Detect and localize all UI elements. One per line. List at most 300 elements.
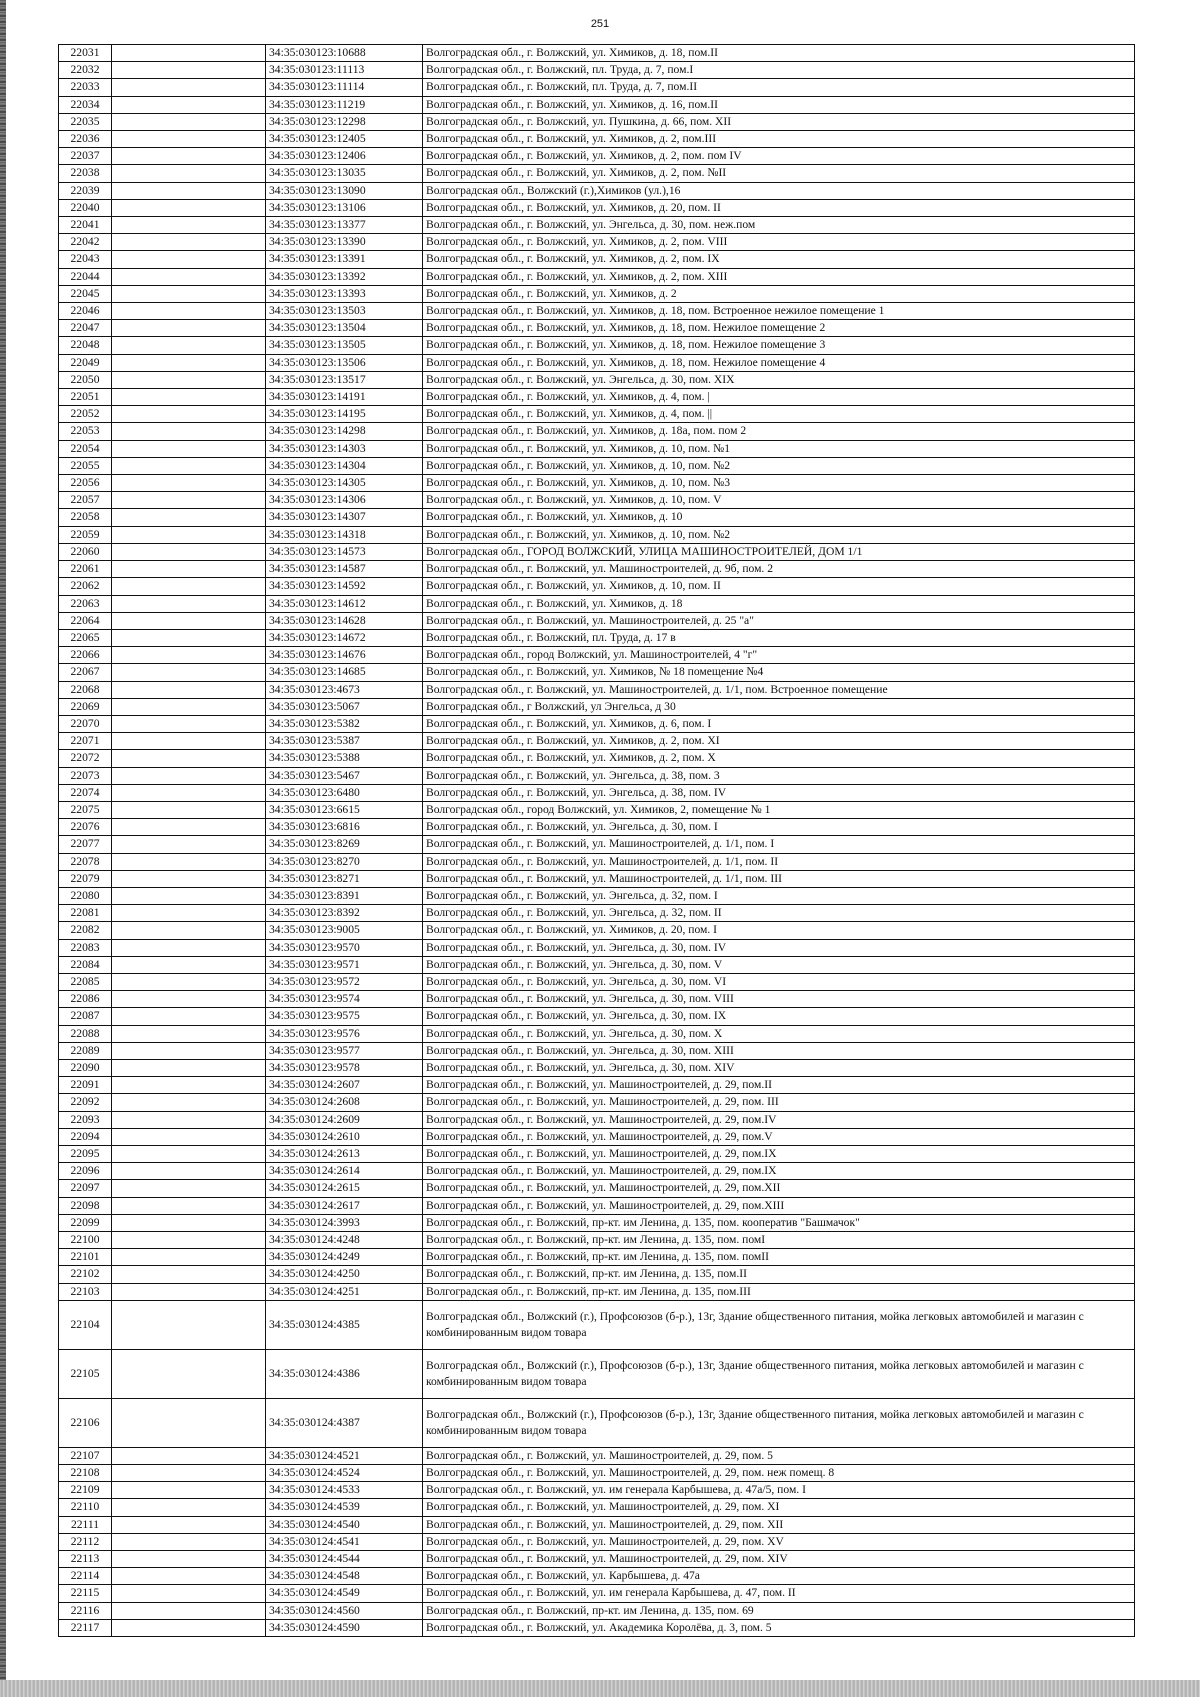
row-number-cell: 22068: [59, 681, 112, 698]
cadastral-number-cell: 34:35:030124:4540: [266, 1516, 423, 1533]
table-row: [59, 836, 1135, 853]
cadastral-number-cell: 34:35:030123:14592: [266, 578, 423, 595]
table-row: [59, 801, 1135, 818]
empty-cell: [112, 285, 266, 302]
cadastral-number-cell: 34:35:030123:11113: [266, 62, 423, 79]
cadastral-number-cell: 34:35:030123:5382: [266, 715, 423, 732]
row-number-cell: 22086: [59, 991, 112, 1008]
cadastral-number-cell: 34:35:030123:14306: [266, 492, 423, 509]
cadastral-number-cell: 34:35:030123:12406: [266, 148, 423, 165]
empty-cell: [112, 612, 266, 629]
address-cell: Волгоградская обл., г. Волжский, ул. Химиков, д. 4, пом. ||: [423, 406, 1135, 423]
row-number-cell: 22113: [59, 1551, 112, 1568]
table-row: [59, 1283, 1135, 1300]
row-number-cell: 22072: [59, 750, 112, 767]
table-row: [59, 457, 1135, 474]
table-row: [59, 113, 1135, 130]
cadastral-number-cell: 34:35:030124:4251: [266, 1283, 423, 1300]
table-row: [59, 647, 1135, 664]
registry-table: [58, 44, 1135, 1637]
address-cell: Волгоградская обл., г. Волжский, ул. Машиностроителей, д. 29, пом. XIV: [423, 1551, 1135, 1568]
scan-edge-left: [0, 0, 6, 1697]
address-cell: Волгоградская обл., г. Волжский, ул. Энгельса, д. 38, пом. IV: [423, 784, 1135, 801]
row-number-cell: 22038: [59, 165, 112, 182]
empty-cell: [112, 457, 266, 474]
empty-cell: [112, 371, 266, 388]
row-number-cell: 22106: [59, 1398, 112, 1447]
empty-cell: [112, 681, 266, 698]
cadastral-number-cell: 34:35:030123:14307: [266, 509, 423, 526]
cadastral-number-cell: 34:35:030123:14304: [266, 457, 423, 474]
empty-cell: [112, 475, 266, 492]
cadastral-number-cell: 34:35:030124:4544: [266, 1551, 423, 1568]
empty-cell: [112, 1025, 266, 1042]
address-cell: Волгоградская обл., г. Волжский, ул. Машиностроителей, д. 29, пом. неж помещ. 8: [423, 1465, 1135, 1482]
cadastral-number-cell: 34:35:030124:2615: [266, 1180, 423, 1197]
row-number-cell: 22110: [59, 1499, 112, 1516]
address-cell: Волгоградская обл., г. Волжский, ул. Машиностроителей, д. 29, пом. XI: [423, 1499, 1135, 1516]
table-row: [59, 1163, 1135, 1180]
cadastral-number-cell: 34:35:030124:2610: [266, 1128, 423, 1145]
empty-cell: [112, 1197, 266, 1214]
row-number-cell: 22093: [59, 1111, 112, 1128]
cadastral-number-cell: 34:35:030123:8392: [266, 905, 423, 922]
address-cell: Волгоградская обл., г. Волжский, ул. Энгельса, д. 38, пом. 3: [423, 767, 1135, 784]
address-cell: Волгоградская обл., г. Волжский, ул. Химиков, д. 18, пом. Встроенное нежилое помещение 1: [423, 303, 1135, 320]
cadastral-number-cell: 34:35:030123:11219: [266, 96, 423, 113]
registry-table-body: [59, 45, 1135, 1637]
table-row: [59, 1551, 1135, 1568]
cadastral-number-cell: 34:35:030124:3993: [266, 1214, 423, 1231]
cadastral-number-cell: 34:35:030123:13505: [266, 337, 423, 354]
row-number-cell: 22109: [59, 1482, 112, 1499]
row-number-cell: 22108: [59, 1465, 112, 1482]
address-cell: Волгоградская обл., г. Волжский, ул. Химиков, д. 2, пом. XI: [423, 733, 1135, 750]
table-row: [59, 251, 1135, 268]
table-row: [59, 406, 1135, 423]
address-cell: Волгоградская обл., г. Волжский, ул. Академика Королёва, д. 3, пом. 5: [423, 1619, 1135, 1636]
empty-cell: [112, 1349, 266, 1398]
empty-cell: [112, 251, 266, 268]
cadastral-number-cell: 34:35:030123:14672: [266, 629, 423, 646]
cadastral-number-cell: 34:35:030123:13106: [266, 199, 423, 216]
address-cell: Волгоградская обл., г. Волжский, ул. Химиков, д. 2, пом. X: [423, 750, 1135, 767]
table-row: [59, 526, 1135, 543]
table-row: [59, 1146, 1135, 1163]
address-cell: Волгоградская обл., г. Волжский, ул. Химиков, д. 10, пом. II: [423, 578, 1135, 595]
empty-cell: [112, 337, 266, 354]
cadastral-number-cell: 34:35:030123:14587: [266, 561, 423, 578]
cadastral-number-cell: 34:35:030124:4249: [266, 1249, 423, 1266]
empty-cell: [112, 1283, 266, 1300]
table-row: [59, 62, 1135, 79]
table-row: [59, 715, 1135, 732]
empty-cell: [112, 1180, 266, 1197]
empty-cell: [112, 509, 266, 526]
address-cell: Волгоградская обл., г. Волжский, пр-кт. им Ленина, д. 135, пом.II: [423, 1266, 1135, 1283]
empty-cell: [112, 1482, 266, 1499]
table-row: [59, 905, 1135, 922]
address-cell: Волгоградская обл., г. Волжский, ул. Энгельса, д. 30, пом. неж.пом: [423, 217, 1135, 234]
address-cell: Волгоградская обл., г. Волжский, ул. Энгельса, д. 30, пом. XIV: [423, 1059, 1135, 1076]
empty-cell: [112, 1602, 266, 1619]
row-number-cell: 22043: [59, 251, 112, 268]
empty-cell: [112, 750, 266, 767]
row-number-cell: 22053: [59, 423, 112, 440]
row-number-cell: 22088: [59, 1025, 112, 1042]
row-number-cell: 22099: [59, 1214, 112, 1231]
cadastral-number-cell: 34:35:030123:13090: [266, 182, 423, 199]
cadastral-number-cell: 34:35:030123:5467: [266, 767, 423, 784]
table-row: [59, 561, 1135, 578]
empty-cell: [112, 45, 266, 62]
empty-cell: [112, 406, 266, 423]
empty-cell: [112, 423, 266, 440]
row-number-cell: 22067: [59, 664, 112, 681]
empty-cell: [112, 165, 266, 182]
address-cell: Волгоградская обл., г. Волжский, ул. Химиков, д. 2, пом. IX: [423, 251, 1135, 268]
row-number-cell: 22065: [59, 629, 112, 646]
row-number-cell: 22058: [59, 509, 112, 526]
table-row: [59, 698, 1135, 715]
empty-cell: [112, 217, 266, 234]
row-number-cell: 22098: [59, 1197, 112, 1214]
table-row: [59, 1300, 1135, 1349]
cadastral-number-cell: 34:35:030123:9577: [266, 1042, 423, 1059]
address-cell: Волгоградская обл., г. Волжский, ул. Машиностроителей, д. 29, пом.V: [423, 1128, 1135, 1145]
table-row: [59, 320, 1135, 337]
table-row: [59, 337, 1135, 354]
empty-cell: [112, 973, 266, 990]
address-cell: Волгоградская обл., г. Волжский, ул. Энгельса, д. 30, пом. XIX: [423, 371, 1135, 388]
cadastral-number-cell: 34:35:030123:14305: [266, 475, 423, 492]
row-number-cell: 22031: [59, 45, 112, 62]
address-cell: Волгоградская обл., г. Волжский, ул. Химиков, д. 10, пом. №3: [423, 475, 1135, 492]
row-number-cell: 22111: [59, 1516, 112, 1533]
cadastral-number-cell: 34:35:030123:13517: [266, 371, 423, 388]
address-cell: Волгоградская обл., Волжский (г.), Профсоюзов (б-р.), 13г, Здание общественного питания, мойка легковых автомобилей и магазин с комбинированным видом товара: [423, 1300, 1135, 1349]
row-number-cell: 22049: [59, 354, 112, 371]
empty-cell: [112, 595, 266, 612]
table-row: [59, 1232, 1135, 1249]
empty-cell: [112, 1499, 266, 1516]
row-number-cell: 22104: [59, 1300, 112, 1349]
cadastral-number-cell: 34:35:030123:8271: [266, 870, 423, 887]
cadastral-number-cell: 34:35:030124:4539: [266, 1499, 423, 1516]
row-number-cell: 22060: [59, 543, 112, 560]
empty-cell: [112, 543, 266, 560]
address-cell: Волгоградская обл., г. Волжский, ул. Химиков, № 18 помещение №4: [423, 664, 1135, 681]
cadastral-number-cell: 34:35:030124:2613: [266, 1146, 423, 1163]
empty-cell: [112, 801, 266, 818]
row-number-cell: 22114: [59, 1568, 112, 1585]
table-row: [59, 784, 1135, 801]
row-number-cell: 22076: [59, 819, 112, 836]
address-cell: Волгоградская обл., г. Волжский, ул. Химиков, д. 20, пом. II: [423, 199, 1135, 216]
row-number-cell: 22095: [59, 1146, 112, 1163]
empty-cell: [112, 956, 266, 973]
row-number-cell: 22032: [59, 62, 112, 79]
row-number-cell: 22048: [59, 337, 112, 354]
cadastral-number-cell: 34:35:030123:5067: [266, 698, 423, 715]
empty-cell: [112, 199, 266, 216]
table-row: [59, 1042, 1135, 1059]
row-number-cell: 22089: [59, 1042, 112, 1059]
table-row: [59, 595, 1135, 612]
address-cell: Волгоградская обл., город Волжский, ул. Химиков, 2, помещение № 1: [423, 801, 1135, 818]
cadastral-number-cell: 34:35:030123:9574: [266, 991, 423, 1008]
cadastral-number-cell: 34:35:030123:14318: [266, 526, 423, 543]
table-row: [59, 1008, 1135, 1025]
empty-cell: [112, 79, 266, 96]
scan-edge-bottom: [0, 1680, 1200, 1697]
table-row: [59, 1568, 1135, 1585]
address-cell: Волгоградская обл., г. Волжский, пл. Труда, д. 7, пом.II: [423, 79, 1135, 96]
cadastral-number-cell: 34:35:030124:4524: [266, 1465, 423, 1482]
table-row: [59, 148, 1135, 165]
cadastral-number-cell: 34:35:030123:14195: [266, 406, 423, 423]
empty-cell: [112, 905, 266, 922]
address-cell: Волгоградская обл., г. Волжский, ул. Энгельса, д. 30, пом. VI: [423, 973, 1135, 990]
cadastral-number-cell: 34:35:030124:2609: [266, 1111, 423, 1128]
row-number-cell: 22033: [59, 79, 112, 96]
table-row: [59, 750, 1135, 767]
cadastral-number-cell: 34:35:030123:11114: [266, 79, 423, 96]
empty-cell: [112, 96, 266, 113]
address-cell: Волгоградская обл., г. Волжский, пл. Труда, д. 17 в: [423, 629, 1135, 646]
cadastral-number-cell: 34:35:030123:6615: [266, 801, 423, 818]
row-number-cell: 22101: [59, 1249, 112, 1266]
empty-cell: [112, 870, 266, 887]
row-number-cell: 22062: [59, 578, 112, 595]
cadastral-number-cell: 34:35:030123:14191: [266, 389, 423, 406]
address-cell: Волгоградская обл., г. Волжский, ул. Машиностроителей, д. 29, пом. III: [423, 1094, 1135, 1111]
row-number-cell: 22096: [59, 1163, 112, 1180]
table-row: [59, 939, 1135, 956]
cadastral-number-cell: 34:35:030123:13391: [266, 251, 423, 268]
row-number-cell: 22047: [59, 320, 112, 337]
row-number-cell: 22039: [59, 182, 112, 199]
empty-cell: [112, 922, 266, 939]
address-cell: Волгоградская обл., г. Волжский, ул. Машиностроителей, д. 29, пом.IX: [423, 1163, 1135, 1180]
cadastral-number-cell: 34:35:030123:8270: [266, 853, 423, 870]
address-cell: Волгоградская обл., г. Волжский, ул. Машиностроителей, д. 29, пом.II: [423, 1077, 1135, 1094]
address-cell: Волгоградская обл., г. Волжский, пр-кт. им Ленина, д. 135, пом. 69: [423, 1602, 1135, 1619]
cadastral-number-cell: 34:35:030124:4548: [266, 1568, 423, 1585]
address-cell: Волгоградская обл., г. Волжский, ул. Машиностроителей, д. 29, пом. XV: [423, 1533, 1135, 1550]
cadastral-number-cell: 34:35:030123:13503: [266, 303, 423, 320]
cadastral-number-cell: 34:35:030123:14298: [266, 423, 423, 440]
address-cell: Волгоградская обл., г Волжский, ул Энгельса, д 30: [423, 698, 1135, 715]
empty-cell: [112, 1077, 266, 1094]
table-row: [59, 681, 1135, 698]
empty-cell: [112, 268, 266, 285]
address-cell: Волгоградская обл., г. Волжский, ул. им генерала Карбышева, д. 47, пом. II: [423, 1585, 1135, 1602]
table-row: [59, 1585, 1135, 1602]
cadastral-number-cell: 34:35:030123:14676: [266, 647, 423, 664]
empty-cell: [112, 561, 266, 578]
table-row: [59, 1266, 1135, 1283]
address-cell: Волгоградская обл., г. Волжский, ул. Химиков, д. 18: [423, 595, 1135, 612]
empty-cell: [112, 148, 266, 165]
cadastral-number-cell: 34:35:030124:4248: [266, 1232, 423, 1249]
address-cell: Волгоградская обл., г. Волжский, ул. Химиков, д. 2: [423, 285, 1135, 302]
empty-cell: [112, 389, 266, 406]
table-row: [59, 234, 1135, 251]
row-number-cell: 22059: [59, 526, 112, 543]
cadastral-number-cell: 34:35:030124:2617: [266, 1197, 423, 1214]
empty-cell: [112, 1232, 266, 1249]
empty-cell: [112, 698, 266, 715]
cadastral-number-cell: 34:35:030123:8269: [266, 836, 423, 853]
empty-cell: [112, 1398, 266, 1447]
empty-cell: [112, 578, 266, 595]
cadastral-number-cell: 34:35:030123:14612: [266, 595, 423, 612]
cadastral-number-cell: 34:35:030123:14628: [266, 612, 423, 629]
table-row: [59, 1111, 1135, 1128]
cadastral-number-cell: 34:35:030123:13377: [266, 217, 423, 234]
address-cell: Волгоградская обл., г. Волжский, ул. Энгельса, д. 30, пом. I: [423, 819, 1135, 836]
empty-cell: [112, 1568, 266, 1585]
cadastral-number-cell: 34:35:030123:9576: [266, 1025, 423, 1042]
row-number-cell: 22080: [59, 887, 112, 904]
empty-cell: [112, 303, 266, 320]
table-row: [59, 1128, 1135, 1145]
address-cell: Волгоградская обл., г. Волжский, ул. Энгельса, д. 32, пом. I: [423, 887, 1135, 904]
cadastral-number-cell: 34:35:030123:10688: [266, 45, 423, 62]
empty-cell: [112, 1551, 266, 1568]
empty-cell: [112, 1533, 266, 1550]
address-cell: Волгоградская обл., г. Волжский, ул. Машиностроителей, д. 25 "а": [423, 612, 1135, 629]
address-cell: Волгоградская обл., г. Волжский, ул. Машиностроителей, д. 29, пом.XII: [423, 1180, 1135, 1197]
address-cell: Волгоградская обл., г. Волжский, ул. Химиков, д. 2, пом. №II: [423, 165, 1135, 182]
empty-cell: [112, 1094, 266, 1111]
row-number-cell: 22069: [59, 698, 112, 715]
table-row: [59, 629, 1135, 646]
empty-cell: [112, 767, 266, 784]
address-cell: Волгоградская обл., г. Волжский, ул. Химиков, д. 6, пом. I: [423, 715, 1135, 732]
empty-cell: [112, 1465, 266, 1482]
empty-cell: [112, 1516, 266, 1533]
empty-cell: [112, 354, 266, 371]
empty-cell: [112, 1059, 266, 1076]
row-number-cell: 22091: [59, 1077, 112, 1094]
cadastral-number-cell: 34:35:030123:9578: [266, 1059, 423, 1076]
address-cell: Волгоградская обл., г. Волжский, ул. Машиностроителей, д. 1/1, пом. Встроенное помещение: [423, 681, 1135, 698]
table-row: [59, 1094, 1135, 1111]
address-cell: Волгоградская обл., г. Волжский, ул. Химиков, д. 18, пом.II: [423, 45, 1135, 62]
table-row: [59, 1349, 1135, 1398]
row-number-cell: 22057: [59, 492, 112, 509]
address-cell: Волгоградская обл., г. Волжский, ул. Машиностроителей, д. 1/1, пом. I: [423, 836, 1135, 853]
table-row: [59, 1516, 1135, 1533]
row-number-cell: 22036: [59, 131, 112, 148]
cadastral-number-cell: 34:35:030123:14303: [266, 440, 423, 457]
table-row: [59, 165, 1135, 182]
address-cell: Волгоградская обл., город Волжский, ул. Машиностроителей, 4 "г": [423, 647, 1135, 664]
cadastral-number-cell: 34:35:030123:9575: [266, 1008, 423, 1025]
address-cell: Волгоградская обл., г. Волжский, ул. Химиков, д. 16, пом.II: [423, 96, 1135, 113]
address-cell: Волгоградская обл., г. Волжский, ул. Энгельса, д. 32, пом. II: [423, 905, 1135, 922]
table-row: [59, 79, 1135, 96]
table-row: [59, 612, 1135, 629]
table-row: [59, 354, 1135, 371]
cadastral-number-cell: 34:35:030123:6480: [266, 784, 423, 801]
table-row: [59, 1619, 1135, 1636]
table-row: [59, 423, 1135, 440]
table-row: [59, 733, 1135, 750]
row-number-cell: 22070: [59, 715, 112, 732]
row-number-cell: 22116: [59, 1602, 112, 1619]
row-number-cell: 22056: [59, 475, 112, 492]
table-row: [59, 182, 1135, 199]
table-row: [59, 664, 1135, 681]
table-row: [59, 991, 1135, 1008]
cadastral-number-cell: 34:35:030123:9570: [266, 939, 423, 956]
table-row: [59, 96, 1135, 113]
cadastral-number-cell: 34:35:030123:9005: [266, 922, 423, 939]
cadastral-number-cell: 34:35:030123:13506: [266, 354, 423, 371]
row-number-cell: 22087: [59, 1008, 112, 1025]
row-number-cell: 22100: [59, 1232, 112, 1249]
address-cell: Волгоградская обл., г. Волжский, ул. Энгельса, д. 30, пом. X: [423, 1025, 1135, 1042]
table-row: [59, 492, 1135, 509]
empty-cell: [112, 664, 266, 681]
table-row: [59, 870, 1135, 887]
table-row: [59, 853, 1135, 870]
row-number-cell: 22083: [59, 939, 112, 956]
table-row: [59, 440, 1135, 457]
empty-cell: [112, 62, 266, 79]
cadastral-number-cell: 34:35:030123:13390: [266, 234, 423, 251]
cadastral-number-cell: 34:35:030123:9571: [266, 956, 423, 973]
row-number-cell: 22073: [59, 767, 112, 784]
address-cell: Волгоградская обл., г. Волжский, ул. Карбышева, д. 47а: [423, 1568, 1135, 1585]
address-cell: Волгоградская обл., Волжский (г.),Химиков (ул.),16: [423, 182, 1135, 199]
empty-cell: [112, 1447, 266, 1464]
empty-cell: [112, 991, 266, 1008]
cadastral-number-cell: 34:35:030124:4521: [266, 1447, 423, 1464]
empty-cell: [112, 939, 266, 956]
address-cell: Волгоградская обл., г. Волжский, ул. Химиков, д. 4, пом. |: [423, 389, 1135, 406]
address-cell: Волгоградская обл., г. Волжский, ул. Химиков, д. 18а, пом. пом 2: [423, 423, 1135, 440]
address-cell: Волгоградская обл., г. Волжский, ул. Машиностроителей, д. 29, пом. XII: [423, 1516, 1135, 1533]
row-number-cell: 22052: [59, 406, 112, 423]
empty-cell: [112, 887, 266, 904]
address-cell: Волгоградская обл., ГОРОД ВОЛЖСКИЙ, УЛИЦА МАШИНОСТРОИТЕЛЕЙ, ДОМ 1/1: [423, 543, 1135, 560]
row-number-cell: 22055: [59, 457, 112, 474]
cadastral-number-cell: 34:35:030123:14573: [266, 543, 423, 560]
address-cell: Волгоградская обл., г. Волжский, ул. Химиков, д. 2, пом. XIII: [423, 268, 1135, 285]
table-row: [59, 509, 1135, 526]
table-row: [59, 1447, 1135, 1464]
cadastral-number-cell: 34:35:030123:13504: [266, 320, 423, 337]
table-row: [59, 922, 1135, 939]
row-number-cell: 22082: [59, 922, 112, 939]
address-cell: Волгоградская обл., г. Волжский, ул. Машиностроителей, д. 1/1, пом. III: [423, 870, 1135, 887]
cadastral-number-cell: 34:35:030124:4590: [266, 1619, 423, 1636]
empty-cell: [112, 1163, 266, 1180]
address-cell: Волгоградская обл., г. Волжский, ул. Машиностроителей, д. 29, пом. 5: [423, 1447, 1135, 1464]
address-cell: Волгоградская обл., г. Волжский, ул. Химиков, д. 10, пом. №2: [423, 526, 1135, 543]
page-number: 251: [590, 18, 610, 30]
row-number-cell: 22092: [59, 1094, 112, 1111]
row-number-cell: 22107: [59, 1447, 112, 1464]
table-row: [59, 285, 1135, 302]
row-number-cell: 22040: [59, 199, 112, 216]
address-cell: Волгоградская обл., г. Волжский, ул. Машиностроителей, д. 29, пом.IX: [423, 1146, 1135, 1163]
address-cell: Волгоградская обл., г. Волжский, ул. Химиков, д. 18, пом. Нежилое помещение 3: [423, 337, 1135, 354]
